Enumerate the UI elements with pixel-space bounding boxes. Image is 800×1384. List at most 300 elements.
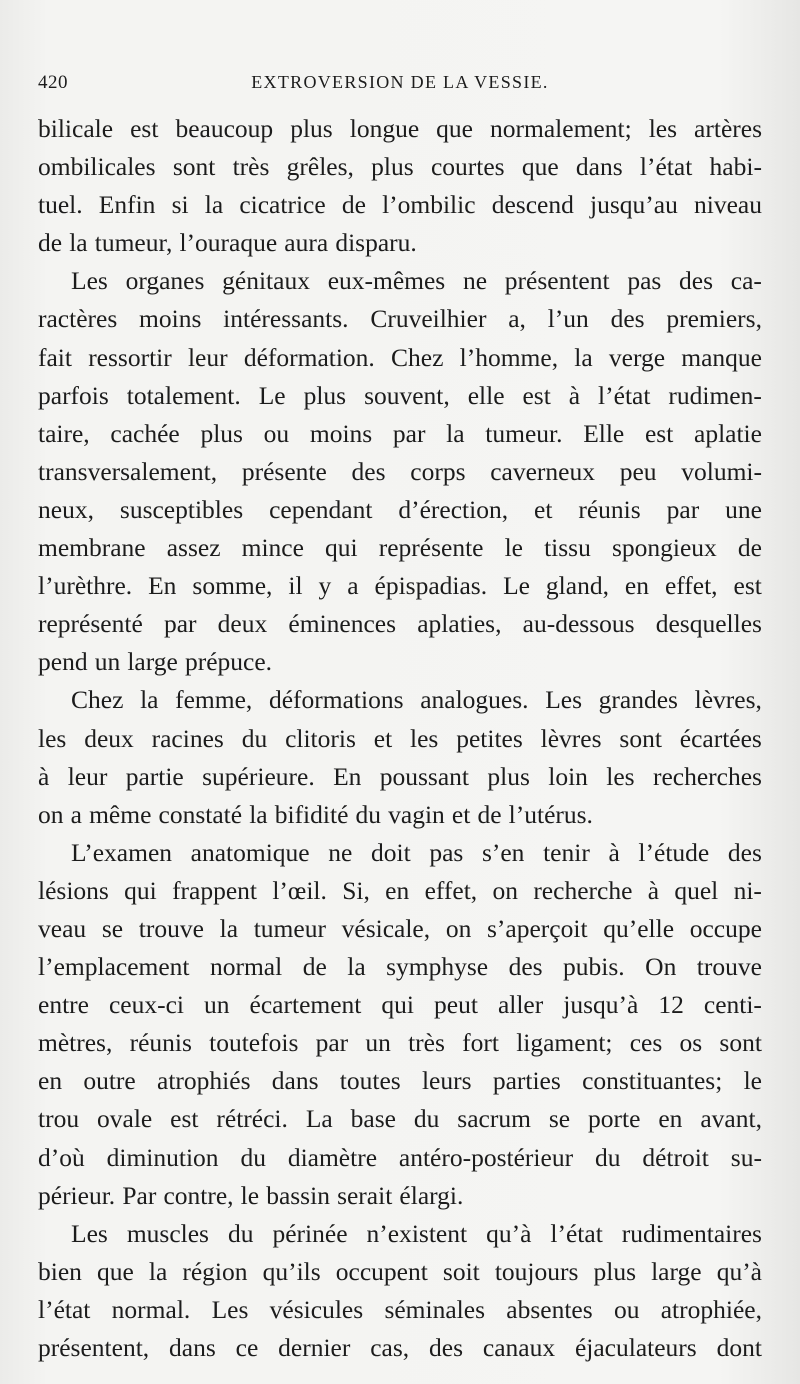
word: à [608,837,620,867]
word: si [171,190,189,220]
word: très [408,1028,445,1058]
word: ce [235,1333,259,1362]
word: aller [497,990,544,1020]
word: fait [38,342,72,372]
word: cependant [269,494,373,524]
word: taire, [38,418,90,448]
word: atrophiés [157,1066,251,1096]
word: à [647,875,660,905]
word: Le [258,380,286,410]
word: rétréci. [216,1104,288,1134]
word: et [373,723,393,753]
word: rudimen- [668,380,762,410]
page-header [38,72,762,102]
word: racines [151,723,224,753]
text-line [38,1329,762,1367]
word: tumeur. [485,418,563,448]
word: d’où [38,1142,85,1172]
word: de [341,190,366,220]
word: Cruveilhier [370,304,487,334]
word: intéressants. [223,304,349,334]
word: gland, [545,571,609,601]
word: partie [125,761,184,791]
word: toutes [339,1066,401,1096]
word: n’existent [366,1218,468,1248]
word: muscles [126,1218,209,1248]
word: bilicale [38,114,114,143]
word: Les [545,685,583,715]
word: en [658,1104,683,1134]
word: diminution [106,1142,219,1172]
word: constituantes; [582,1066,723,1096]
word: veau [38,913,87,943]
word: souvent, [364,380,450,410]
word: susceptibles [119,494,244,524]
word: représente [378,533,484,563]
word: des [351,456,386,486]
word: cicatrice [239,190,326,220]
word: constaté [158,799,243,829]
word: les [38,723,67,753]
word: ni- [733,875,762,905]
word: lèvres, [694,685,762,715]
body-text [38,110,762,1367]
word: loin [548,761,588,791]
word: Elle [583,418,625,448]
word: L’examen [71,837,173,867]
word: somme, [192,571,273,601]
word: En [148,571,177,601]
word: du [355,799,382,829]
text-line [38,339,762,377]
text-line [38,910,762,948]
word: absentes [506,1294,593,1324]
text-line [38,1100,762,1138]
word: une [725,494,762,524]
word: sont [172,152,216,182]
word: se [101,913,124,943]
word: se [548,1104,571,1134]
word: canaux [482,1333,556,1362]
word: même [89,799,152,829]
word: ombilicales [38,152,156,182]
word: jusqu’à [563,990,639,1020]
word: on [445,913,472,943]
word: lésions [38,875,109,905]
word: pas [429,837,464,867]
word: l’homme, [459,342,559,372]
text-line [38,1024,762,1062]
word: toujours [494,1256,579,1286]
word: Le [503,571,530,601]
word: descend [491,190,574,220]
text-line [38,872,762,910]
word: Par [122,1180,157,1210]
word: Les [71,266,108,296]
word: leur [187,342,228,372]
word: en [38,1066,63,1096]
word: desquelles [655,609,762,639]
word: a, [508,304,526,334]
word: l’état [38,1294,91,1324]
text-line [38,834,762,872]
word: les [606,761,635,791]
word: on [38,799,64,829]
word: un [94,647,121,677]
word: contre, [163,1180,234,1210]
word: trou [38,1104,80,1134]
word: très [232,152,270,182]
word: antéro-postérieur [398,1142,574,1172]
word: périnée [272,1218,348,1248]
word: ressortir [88,342,172,372]
word: normal [209,952,283,982]
word: artères [694,114,762,143]
word: eux-mêmes [327,266,446,296]
word: écartées [679,723,762,753]
text-line [38,1291,762,1329]
word: présentent, [38,1333,150,1362]
word: transversalement, [38,456,218,486]
word: est [522,380,551,410]
word: ne [462,266,488,296]
word: l’état [598,380,651,410]
word: corps [410,456,466,486]
word: peu [619,456,657,486]
word: qui [381,990,414,1020]
word: avant, [700,1104,762,1134]
text-line [38,720,762,758]
word: région [182,1256,248,1286]
word: occupe [689,913,762,943]
word: vésicules [269,1294,364,1324]
word: qu’ils [262,1256,321,1286]
word: Les [71,1218,108,1248]
word: manque [681,342,762,372]
word: du [241,723,268,753]
text-line [38,1253,762,1291]
word: Les [211,1294,249,1324]
text-line [38,262,762,300]
word: porte [588,1104,641,1134]
word: des [610,304,645,334]
word: l’état [550,1218,603,1248]
word: cas, [370,1333,410,1362]
word: organes [125,266,205,296]
word: grêles, [286,152,354,182]
word: ca- [730,266,762,296]
word: large [651,1256,702,1286]
word: tumeur, [94,228,173,258]
text-line [38,567,762,605]
word: qu’à [716,1256,762,1286]
word: de [737,533,762,563]
word: est [170,1104,199,1134]
word: ceux-ci [108,990,185,1020]
text-line [38,453,762,491]
word: il [288,571,303,601]
word: leur [67,761,108,791]
text-line [38,186,762,224]
word: ces [629,1028,663,1058]
word: les [648,114,678,143]
text-line [38,300,762,338]
word: épispadias. [374,571,488,601]
word: mince [241,533,304,563]
word: que [521,152,559,182]
word: sont [719,1028,762,1058]
word: et [534,494,553,524]
word: large [127,647,178,677]
word: symphyse [386,952,489,982]
word: réunis [129,1028,192,1058]
word: pend [38,647,88,677]
word: s’aperçoit [487,913,588,943]
word: peut [434,990,478,1020]
word: caverneux [490,456,595,486]
word: dernier [278,1333,351,1362]
text-line [38,681,762,719]
word: qu’elle [603,913,675,943]
word: plus [371,152,414,182]
word: Chez [391,342,444,372]
word: leurs [421,1066,472,1096]
word: femme, [175,685,253,715]
word: de [38,228,63,258]
word: ractères [38,304,118,334]
word: neux, [38,494,94,524]
word: entre [38,990,89,1020]
word: que [96,1256,134,1286]
word: En [333,761,362,791]
word: la [446,418,465,448]
word: est [733,571,762,601]
word: on [492,875,518,905]
word: parfois [38,380,109,410]
text-line [38,986,762,1024]
text-line [38,758,762,796]
word: aplatie [694,418,762,448]
word: centi- [703,990,762,1020]
word: moins [139,304,202,334]
text-line [38,1062,762,1100]
word: qui [124,875,157,905]
word: l’étude [638,837,710,867]
word: tenir [543,837,590,867]
word: des [727,837,762,867]
word: de [477,799,502,829]
word: du [227,1218,254,1248]
word: tuel. [38,190,83,220]
word: éjaculateurs [574,1333,697,1362]
text-line [38,796,762,834]
word: su- [730,1142,762,1172]
word: sont [619,723,662,753]
word: sacrum [457,1104,531,1134]
word: plus [487,761,530,791]
word: mètres, [38,1028,113,1058]
word: niveau [693,190,762,220]
text-line [38,643,762,681]
text-line [38,491,762,529]
word: 12 [658,990,684,1020]
word: plus [200,418,243,448]
word: clitoris [285,723,356,753]
word: normalement; [490,114,632,143]
word: Si, [342,875,370,905]
word: écartement [249,990,362,1020]
word: ou [263,418,290,448]
word: le [743,1066,762,1096]
word: à [568,380,581,410]
word: dont [716,1333,762,1362]
word: en [385,875,410,905]
word: supérieure. [202,761,315,791]
word: l’utérus. [508,799,593,829]
word: elle [467,380,505,410]
word: soit [442,1256,480,1286]
word: poussant [379,761,469,791]
word: la [347,952,366,982]
text-line [38,605,762,643]
word: périeur. [38,1180,116,1210]
word: recherches [652,761,762,791]
word: l’œil. [272,875,327,905]
word: a [347,571,359,601]
word: normal. [111,1294,191,1324]
word: des [679,266,714,296]
text-line [38,110,762,148]
word: trouve [138,913,204,943]
word: rudimentaires [621,1218,762,1248]
word: de [302,952,327,982]
word: habi- [709,152,762,182]
word: membrane [38,533,146,563]
word: plus [303,380,347,410]
text-line [38,377,762,415]
word: aura [284,228,329,258]
word: par [392,418,426,448]
text-line [38,224,762,262]
word: occupent [335,1256,428,1286]
word: moins [309,418,373,448]
word: Enfin [98,190,156,220]
word: petites [456,723,523,753]
word: ou [613,1294,640,1324]
word: présente [241,456,327,486]
word: d’érection, [398,494,509,524]
word: totalement. [126,380,241,410]
word: un [204,990,230,1020]
word: détroit [642,1142,709,1172]
running-title: EXTROVERSION DE LA VESSIE. [251,72,549,92]
word: génitaux [222,266,310,296]
word: trouve [696,952,762,982]
word: est [130,114,159,143]
word: vésicale, [341,913,431,943]
word: par [163,609,197,639]
word: un [365,1028,391,1058]
word: et [451,799,471,829]
word: diamètre [287,1142,378,1172]
word: qui [325,533,358,563]
word: l’un [547,304,589,334]
page-number: 420 [38,72,68,93]
word: prépuce. [184,647,273,677]
word: anatomique [190,837,310,867]
word: des [429,1333,464,1362]
word: la [574,342,593,372]
text-line [38,529,762,567]
word: cachée [110,418,180,448]
word: premiers, [666,304,762,334]
word: serait [337,1180,393,1210]
word: y [318,571,332,601]
text-line [38,415,762,453]
word: fort [462,1028,499,1058]
word: du [594,1142,621,1172]
word: par [666,494,700,524]
word: verge [608,342,666,372]
word: présentent [504,266,610,296]
word: l’emplacement [38,952,190,982]
word: On [645,952,677,982]
word: en [624,571,649,601]
word: grandes [598,685,678,715]
word: jusqu’au [590,190,678,220]
text-line [38,1215,762,1253]
word: déformation. [243,342,375,372]
word: effet, [664,571,718,601]
word: bassin [266,1180,330,1210]
word: aplaties, [417,609,502,639]
word: bifidité [274,799,349,829]
word: plus [290,114,333,143]
word: les [410,723,439,753]
word: disparu. [335,228,417,258]
word: deux [217,609,268,639]
word: deux [84,723,134,753]
word: bien [38,1256,82,1286]
word: l’ouraque [179,228,278,258]
word: outre [83,1066,136,1096]
word: lèvres [540,723,602,753]
word: volumi- [681,456,762,486]
word: atrophiée, [660,1294,762,1324]
word: pubis. [563,952,625,982]
text-line [38,1177,762,1215]
word: frappent [172,875,258,905]
word: parties [492,1066,561,1096]
word: que [436,114,473,143]
word: la [249,799,268,829]
word: est [644,418,674,448]
text-line [38,1139,762,1177]
word: l’ombilic [382,190,476,220]
word: base [350,1104,396,1134]
word: l’état [639,152,693,182]
word: élargi. [399,1180,464,1210]
word: dans [169,1333,216,1362]
word: assez [166,533,221,563]
word: quel [674,875,719,905]
word: effet, [424,875,478,905]
word: ovale [97,1104,153,1134]
word: la [148,1256,168,1286]
word: tumeur [253,913,326,943]
word: le [240,1180,260,1210]
word: vagin [388,799,445,829]
